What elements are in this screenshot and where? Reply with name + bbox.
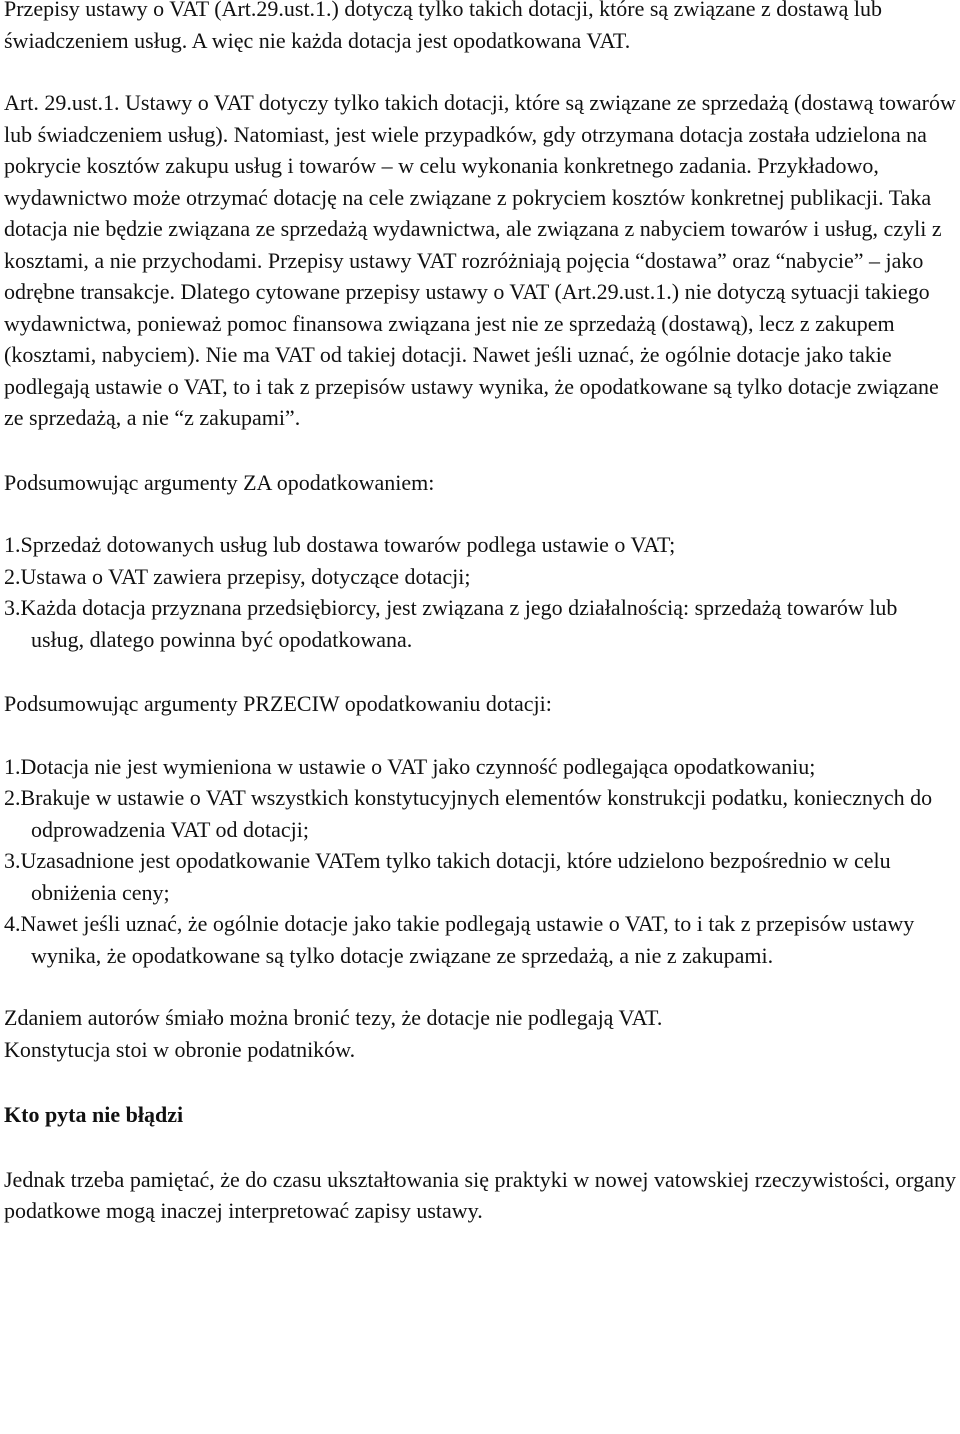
for-arguments-list bbox=[4, 529, 956, 655]
list-item: 3.Każda dotacja przyznana przedsiębiorcy, jest związana z jego działalnością: sprzedażą towarów lub usług, dlatego powinna być opodatkowana. bbox=[4, 595, 898, 652]
for-arguments-heading: Podsumowując argumenty ZA opodatkowaniem: bbox=[4, 469, 435, 495]
main-paragraph: Art. 29.ust.1. Ustawy o VAT dotyczy tylko takich dotacji, które są związane ze sprzedażą (dostawą towarów lub świadczeniem usług). Natomiast, jest wiele przypadków, gdy otrzymana dotacja została udzielona na pokrycie kosztów zakupu usług i towarów – w celu wykonania konkretnego zadania. Przykładowo, wydawnictwo może otrzymać dotację na cele związane z pokryciem kosztów konkretnej publikacji. Taka dotacja nie będzie związana ze sprzedażą wydawnictwa, ale związana z nabyciem towarów i usług, czyli z kosztami, a nie przychodami. Przepisy ustawy VAT rozróżniają pojęcia “dostawa” oraz “nabycie” – jako odrębne transakcje. Dlatego cytowane przepisy ustawy o VAT (Art.29.ust.1.) nie dotyczą sytuacji takiego wydawnictwa, ponieważ pomoc finansowa związana jest nie ze sprzedażą (dostawą), lecz z zakupem (kosztami, nabyciem). Nie ma VAT od takiej dotacji. Nawet jeśli uznać, że ogólnie dotacje jako takie podlegają ustawie o VAT, to i tak z przepisów ustawy wynika, że opodatkowane są tylko dotacje związane ze sprzedażą, a nie “z zakupami”. bbox=[4, 90, 956, 430]
list-item: 4.Nawet jeśli uznać, że ogólnie dotacje jako takie podlegają ustawie o VAT, to i tak z przepisów ustawy wynika, że opodatkowane są tylko dotacje związane ze sprzedażą, a nie z zakupami. bbox=[4, 911, 915, 968]
against-arguments-heading: Podsumowując argumenty PRZECIW opodatkowaniu dotacji: bbox=[4, 691, 552, 716]
list-item: 2.Brakuje w ustawie o VAT wszystkich konstytucyjnych elementów konstrukcji podatku, koniecznych do odprowadzenia VAT od dotacji; bbox=[4, 785, 933, 842]
final-paragraph: Jednak trzeba pamiętać, że do czasu ukształtowania się praktyki w nowej vatowskiej rzeczywistości, organy podatkowe mogą inaczej interpretować zapisy ustawy. bbox=[4, 1166, 956, 1223]
list-item: 2.Ustawa o VAT zawiera przepisy, dotyczące dotacji; bbox=[4, 563, 471, 589]
section-heading: Kto pyta nie błądzi bbox=[4, 1102, 184, 1127]
conclusion-line-1: Zdaniem autorów śmiało można bronić tezy, że dotacje nie podlegają VAT. bbox=[4, 1005, 663, 1030]
intro-paragraph: Przepisy ustawy o VAT (Art.29.ust.1.) dotyczą tylko takich dotacji, które są związane z dostawą lub świadczeniem usług. A więc nie każda dotacja jest opodatkowana VAT. bbox=[4, 0, 882, 53]
list-item: 3.Uzasadnione jest opodatkowanie VATem tylko takich dotacji, które udzielono bezpośrednio w celu obniżenia ceny; bbox=[4, 848, 891, 905]
list-item: 1.Sprzedaż dotowanych usług lub dostawa towarów podlega ustawie o VAT; bbox=[4, 532, 676, 557]
conclusion-line-2: Konstytucja stoi w obronie podatników. bbox=[4, 1036, 356, 1062]
list-item: 1.Dotacja nie jest wymieniona w ustawie o VAT jako czynność podlegająca opodatkowaniu; bbox=[4, 753, 816, 779]
against-arguments-list bbox=[4, 751, 956, 972]
